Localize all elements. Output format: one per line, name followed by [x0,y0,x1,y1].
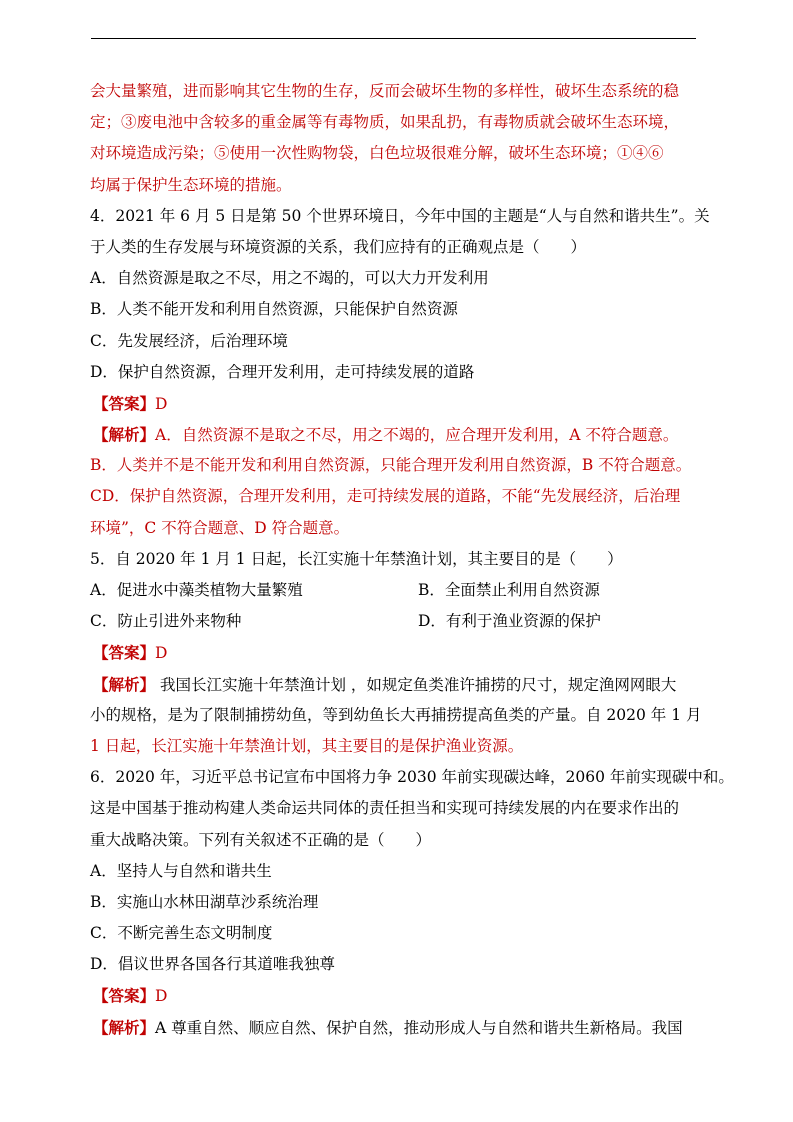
option-a: A．坚持人与自然和谐共生 [90,861,272,880]
option-d: D．有利于渔业资源的保护 [418,612,601,631]
analysis-label: 【解析】 [93,1017,156,1037]
question-stem: 这是中国基于推动构建人类命运共同体的责任担当和实现可持续发展的内在要求作出的 [90,799,680,818]
answer-line [90,388,710,419]
question-4 [90,201,710,544]
analysis-text: 我国长江实施十年禁渔计划 ，如规定鱼类准许捕捞的尺寸，规定渔网网眼大 [159,675,677,694]
analysis-line: CD．保护自然资源，合理开发利用，走可持续发展的道路，不能“先发展经济，后治理 [90,487,681,506]
option-d: D．保护自然资源，合理开发利用，走可持续发展的道路 [90,362,475,381]
document-body [90,76,734,1043]
option-c: C．防止引进外来物种 [90,612,242,631]
question-5 [90,544,710,762]
answer-line [90,980,710,1011]
question-stem: 6．2020 年，习近平总书记宣布中国将力争 2030 年前实现碳达峰，2060 年前实现碳中和。 [90,768,734,787]
analysis-text: A 尊重自然、顺应自然、保护自然，推动形成人与自然和谐共生新格局。我国 [155,1018,683,1037]
answer-line [90,637,710,668]
option-b: B．人类不能开发和利用自然资源，只能保护自然资源 [90,300,458,319]
question-stem: 重大战略决策。下列有关叙述不正确的是（ ） [90,830,432,849]
question-stem: 于人类的生存发展与环境资源的关系，我们应持有的正确观点是（ ） [90,237,587,256]
option-row [90,575,710,606]
analysis-label: 【解析】 [93,674,156,694]
option-a: A．促进水中藻类植物大量繁殖 [90,581,303,599]
question-6 [90,762,734,1043]
header-rule [91,38,696,39]
option-d: D．倡议世界各国各行其道唯我独尊 [90,955,335,974]
analysis-line: B．人类并不是不能开发和利用自然资源，只能合理开发利用自然资源，B 不符合题意。 [90,456,692,475]
analysis-line [90,419,710,450]
answer-value: D [155,394,168,413]
analysis-label: 【解析】 [93,425,156,445]
question-stem: 4．2021 年 6 月 5 日是第 50 个世界环境日，今年中国的主题是“人与自然和谐共生”。关 [90,206,710,225]
analysis-line: 会大量繁殖，进而影响其它生物的生存，反而会破坏生物的多样性，破坏生态系统的稳 [90,82,680,100]
option-c: C．不断完善生态文明制度 [90,924,273,943]
option-row [90,606,710,637]
analysis-text: A．自然资源不是取之不尽，用之不竭的，应合理开发利用，A 不符合题意。 [155,426,679,445]
analysis-line: 小的规格，是为了限制捕捞幼鱼，等到幼鱼长大再捕捞提高鱼类的产量。自 2020 年 1 月 [90,705,702,724]
analysis-line [90,1012,710,1043]
answer-value: D [155,644,168,663]
option-b: B．实施山水林田湖草沙系统治理 [90,892,319,911]
previous-analysis-continuation [90,76,710,201]
option-a: A．自然资源是取之不尽，用之不竭的，可以大力开发利用 [90,269,489,288]
analysis-line: 环境”，C 不符合题意、D 符合题意。 [90,518,350,537]
answer-value: D [155,987,168,1006]
analysis-line: 1 日起，长江实施十年禁渔计划，其主要目的是保护渔业资源。 [90,736,524,755]
analysis-line: 定；③废电池中含较多的重金属等有毒物质，如果乱扔，有毒物质就会破坏生态环境， [90,113,680,132]
analysis-line: 对环境造成污染；⑤使用一次性购物袋，白色垃圾很难分解，破坏生态环境；①④⑥ [90,144,664,163]
answer-label: 【答案】 [93,986,156,1006]
option-b: B．全面禁止利用自然资源 [418,581,600,599]
question-stem: 5．自 2020 年 1 月 1 日起，长江实施十年禁渔计划，其主要目的是（ ） [90,549,623,568]
answer-label: 【答案】 [93,393,156,413]
analysis-line: 均属于保护生态环境的措施。 [90,175,292,194]
analysis-line [90,669,710,700]
option-c: C．先发展经济，后治理环境 [90,331,288,350]
answer-label: 【答案】 [93,643,156,663]
